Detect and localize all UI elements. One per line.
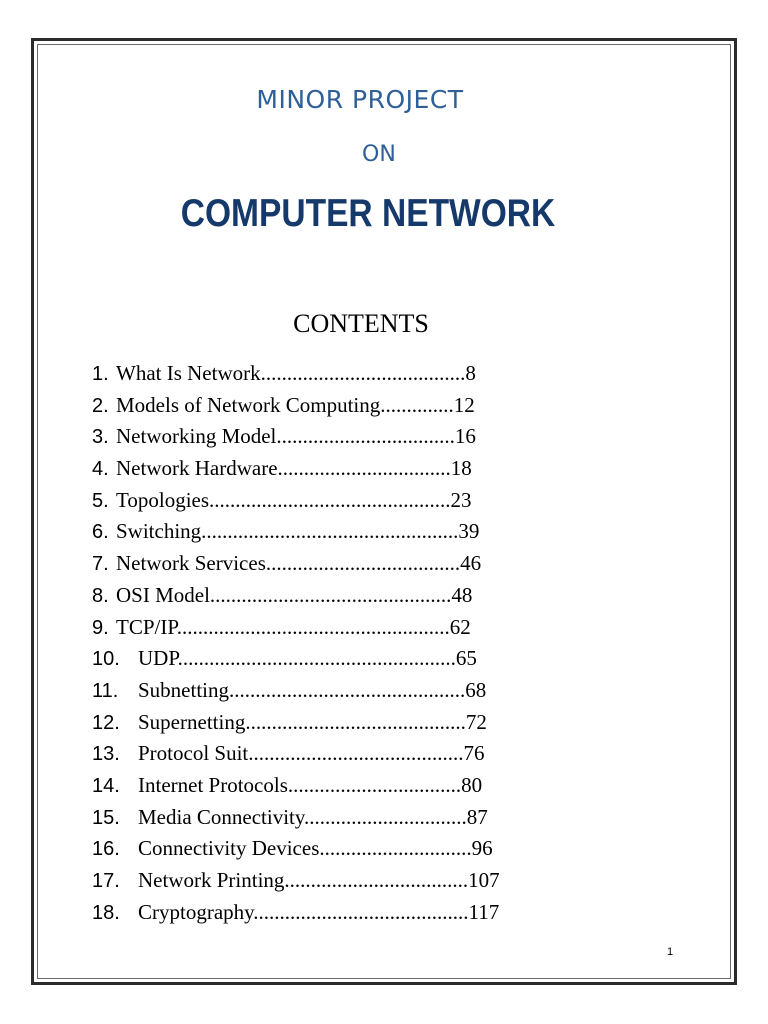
toc-item-number: 12. — [92, 711, 120, 734]
toc-item — [92, 485, 612, 517]
toc-item — [92, 833, 612, 865]
toc-item — [92, 770, 612, 802]
toc-item — [92, 897, 612, 929]
toc-item-text: Network Printing...................................107 — [138, 868, 500, 892]
toc-item — [92, 358, 612, 390]
toc-item — [92, 643, 612, 675]
toc-item — [92, 580, 612, 612]
toc-item-number: 18. — [92, 901, 120, 924]
toc-item-text: OSI Model..............................................48 — [116, 582, 473, 607]
toc-item-text: Switching.................................................39 — [116, 519, 480, 544]
toc-item-number: 9. — [92, 616, 109, 639]
toc-item-text: Network Hardware.................................18 — [116, 456, 472, 481]
toc-item-number: 17. — [92, 870, 120, 892]
table-of-contents — [92, 358, 612, 928]
document-title: COMPUTER NETWORK — [180, 192, 556, 235]
toc-item — [92, 612, 612, 644]
toc-item — [92, 390, 612, 422]
toc-item-text: Subnetting.............................................68 — [138, 677, 487, 702]
toc-item-text: TCP/IP....................................................62 — [116, 614, 471, 639]
project-label: MINOR PROJECT — [256, 85, 464, 114]
toc-item — [92, 865, 612, 897]
toc-item-number: 13. — [92, 743, 120, 766]
toc-item-text: Internet Protocols.................................80 — [138, 772, 483, 797]
toc-item-number: 4. — [92, 458, 109, 481]
contents-heading: CONTENTS — [293, 309, 429, 338]
page-number: 1 — [667, 946, 674, 958]
toc-item-number: 6. — [92, 521, 109, 544]
toc-item-number: 7. — [92, 553, 109, 576]
toc-item-text: Media Connectivity...............................87 — [138, 804, 488, 829]
toc-item-number: 16. — [92, 838, 120, 861]
toc-item — [92, 548, 612, 580]
toc-item-number: 5. — [92, 489, 109, 512]
toc-item-text: What Is Network.......................................8 — [116, 361, 476, 385]
toc-item-text: Cryptography.........................................117 — [138, 899, 500, 924]
toc-item-text: Supernetting..........................................72 — [138, 709, 487, 734]
toc-item-number: 8. — [92, 584, 109, 607]
toc-item-text: Networking Model..................................16 — [116, 424, 476, 449]
toc-item — [92, 421, 612, 453]
toc-item — [92, 675, 612, 707]
toc-item — [92, 516, 612, 548]
toc-item-text: Connectivity Devices.............................96 — [138, 836, 493, 861]
toc-item-number: 15. — [92, 806, 120, 829]
toc-item — [92, 802, 612, 834]
toc-item — [92, 707, 612, 739]
toc-item — [92, 453, 612, 485]
toc-item-text: Network Services.....................................46 — [116, 551, 482, 576]
toc-item-text: Protocol Suit.........................................76 — [138, 741, 485, 766]
toc-item-text: Topologies..............................................23 — [116, 487, 472, 512]
toc-item-text: UDP.....................................................65 — [138, 646, 477, 671]
project-connector: ON — [362, 142, 396, 167]
toc-item-number: 3. — [92, 426, 109, 449]
toc-item-text: Models of Network Computing..............12 — [116, 392, 475, 417]
toc-item-number: 2. — [92, 394, 109, 417]
toc-item — [92, 738, 612, 770]
toc-item-number: 14. — [92, 774, 120, 797]
toc-item-number: 10. — [92, 648, 120, 671]
toc-item-number: 11. — [92, 679, 119, 702]
toc-item-number: 1. — [92, 363, 109, 385]
